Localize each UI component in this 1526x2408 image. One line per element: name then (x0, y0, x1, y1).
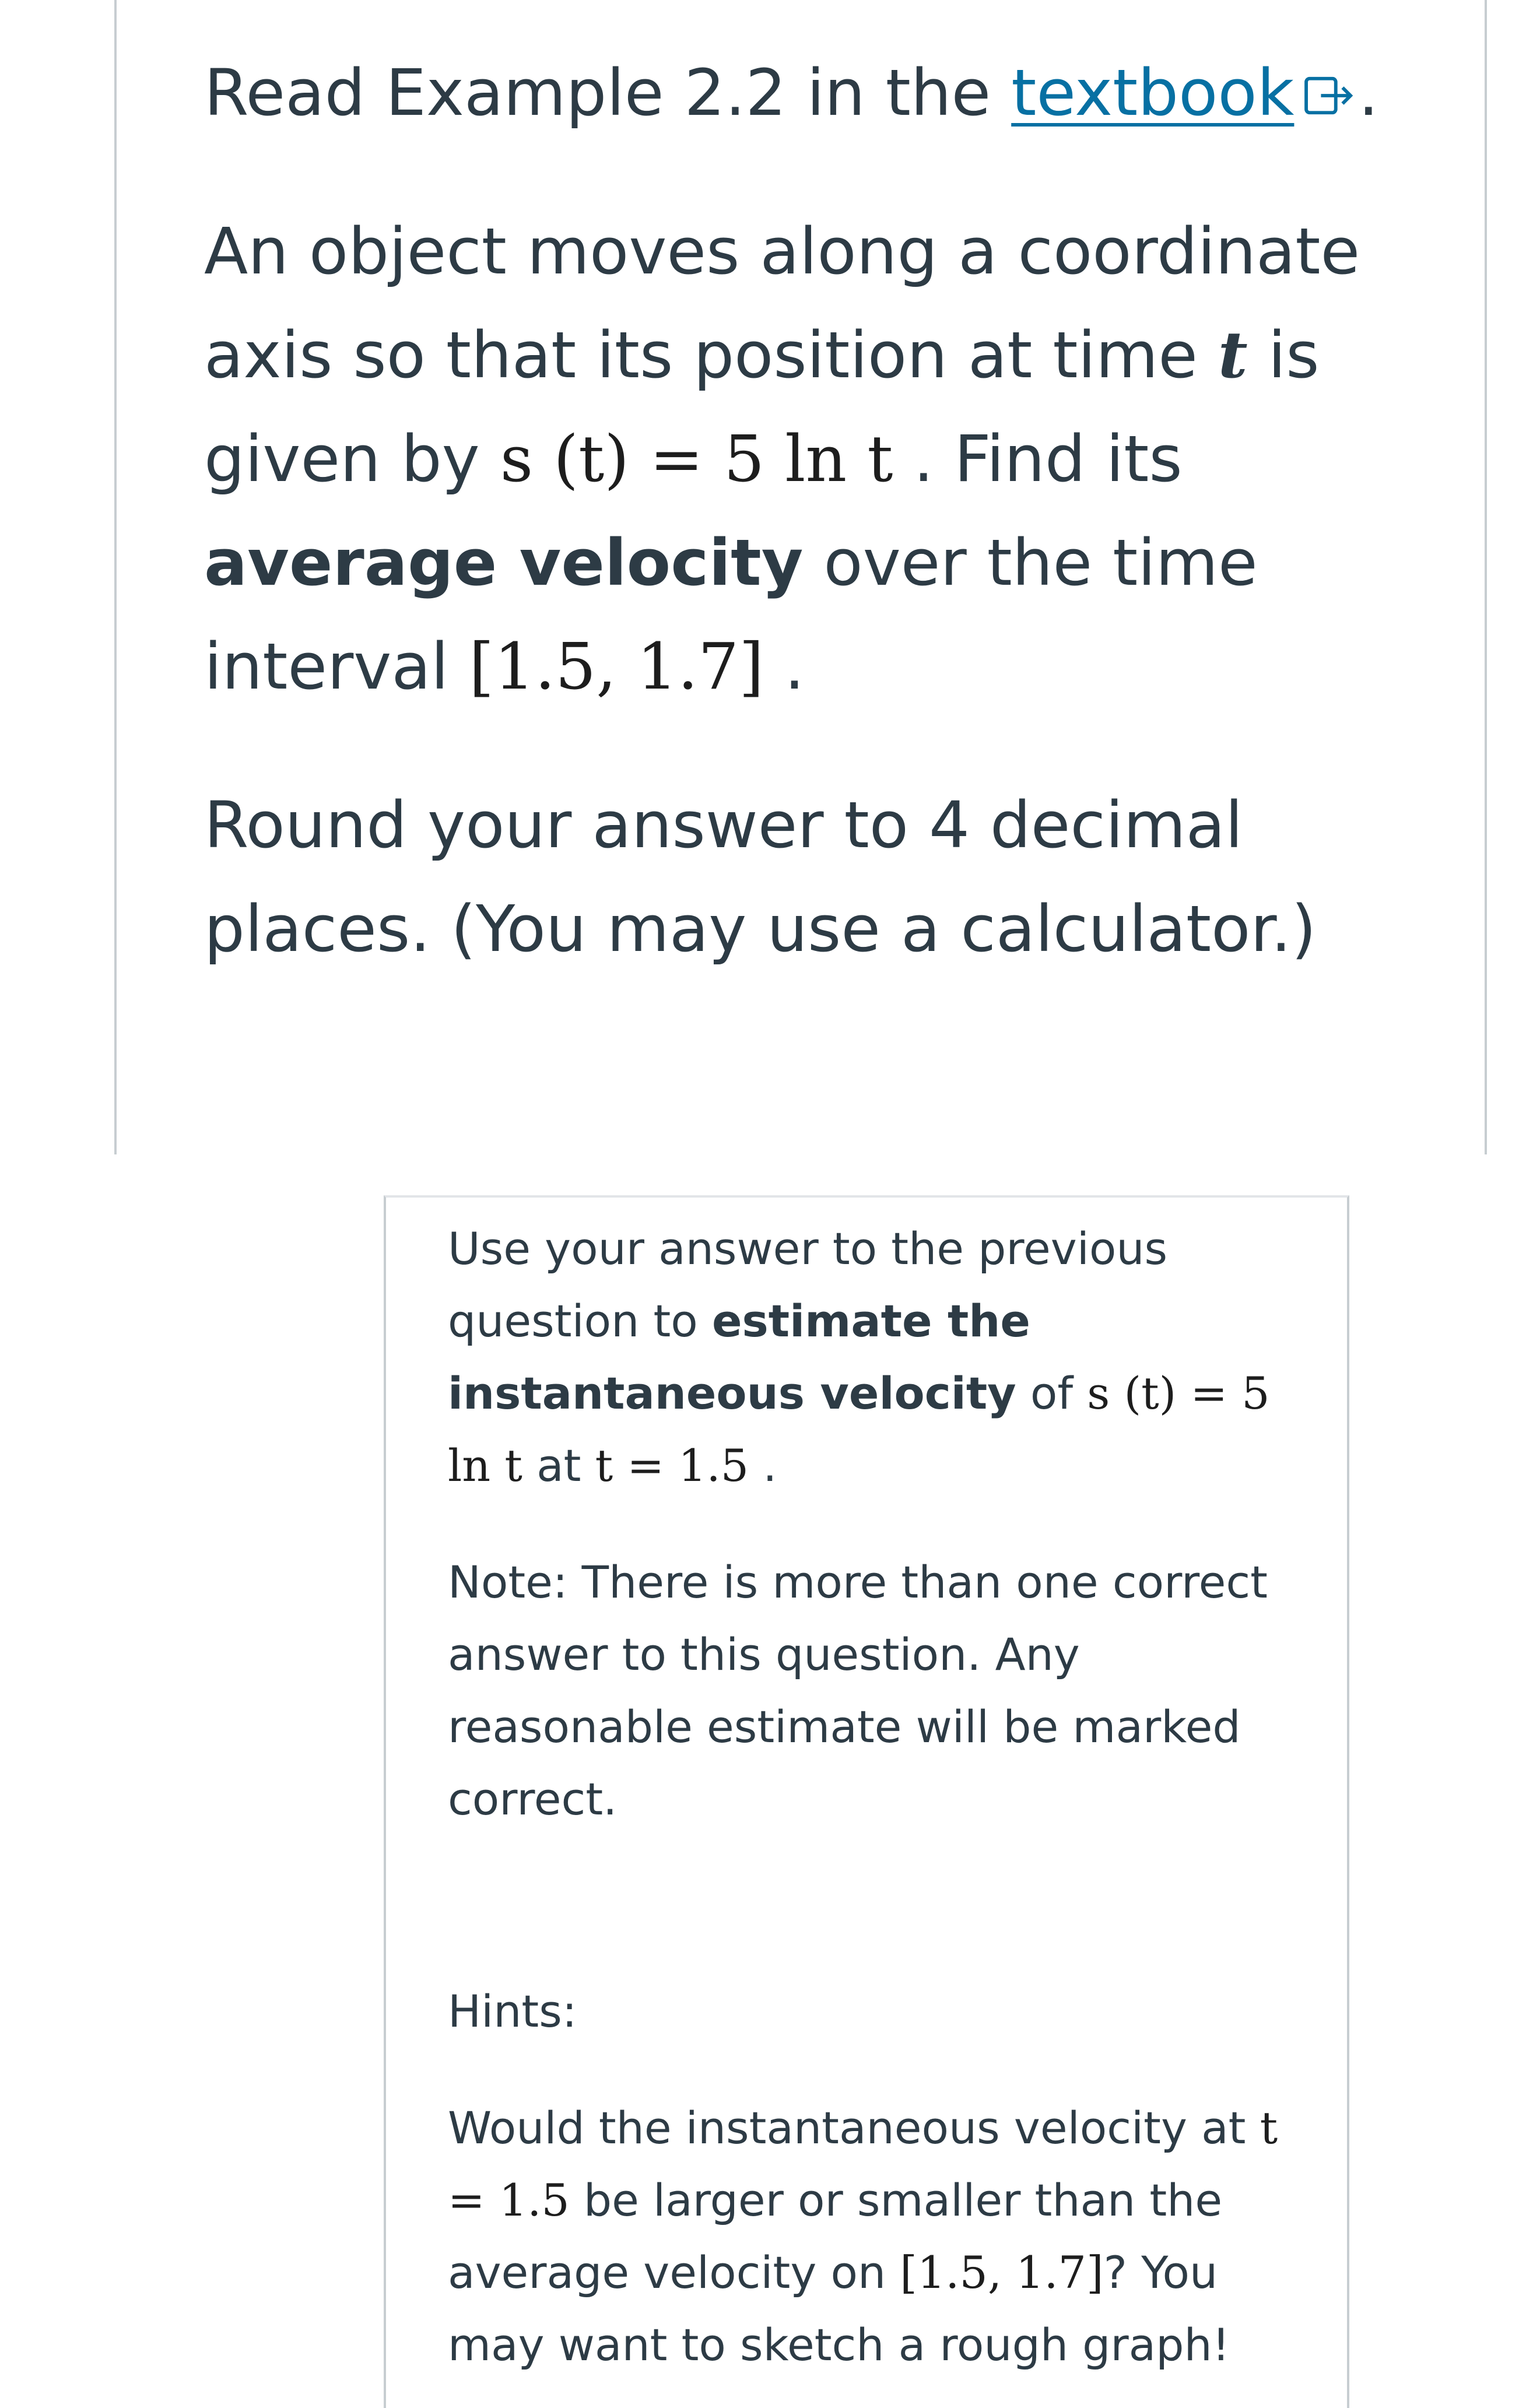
hint-text: Would the instantaneous velocity at t = 1.5 be larger or smaller than the average velocity on [1.5, 1.7]? You may want to sketch a rough graph! (448, 2102, 1278, 2371)
math-var-t: t (1218, 317, 1248, 392)
textbook-link[interactable]: textbook (1011, 55, 1295, 130)
question-1-content (204, 0, 1429, 981)
position-formula-2: s (t) = 5 ln t (448, 1367, 1270, 1491)
position-formula: s (t) = 5 ln t (500, 422, 893, 496)
hints-heading: Hints: (448, 1985, 577, 2037)
time-value: t = 1.5 (595, 1440, 749, 1491)
average-velocity-term: average velocity (204, 525, 804, 600)
instantaneous-velocity-term: estimate the instantaneous velocity (448, 1295, 1030, 1419)
time-interval: [1.5, 1.7] (469, 629, 764, 704)
read-example-line: Read Example 2.2 in the textbook . (204, 55, 1379, 130)
question-text: An object moves along a coordinate axis so that its position at time t is given by s (t) = 5 ln t . Find its average velocity over the time interval [1.5, 1.7] . (204, 214, 1360, 704)
estimate-question: Use your answer to the previous question to estimate the instantaneous velocity of s (t) = 5 ln t at t = 1.5 . (448, 1223, 1270, 1491)
rounding-instruction: Round your answer to 4 decimal places. (You may use a calculator.) (204, 788, 1317, 966)
hint-time-value: t = 1.5 (448, 2102, 1278, 2226)
note-text: Note: There is more than one correct answer to this question. Any reasonable estimate will be marked correct. (448, 1556, 1268, 1825)
question-2-content (448, 1213, 1322, 2381)
hint-interval: [1.5, 1.7] (900, 2246, 1104, 2298)
external-link-icon[interactable] (1302, 73, 1358, 118)
